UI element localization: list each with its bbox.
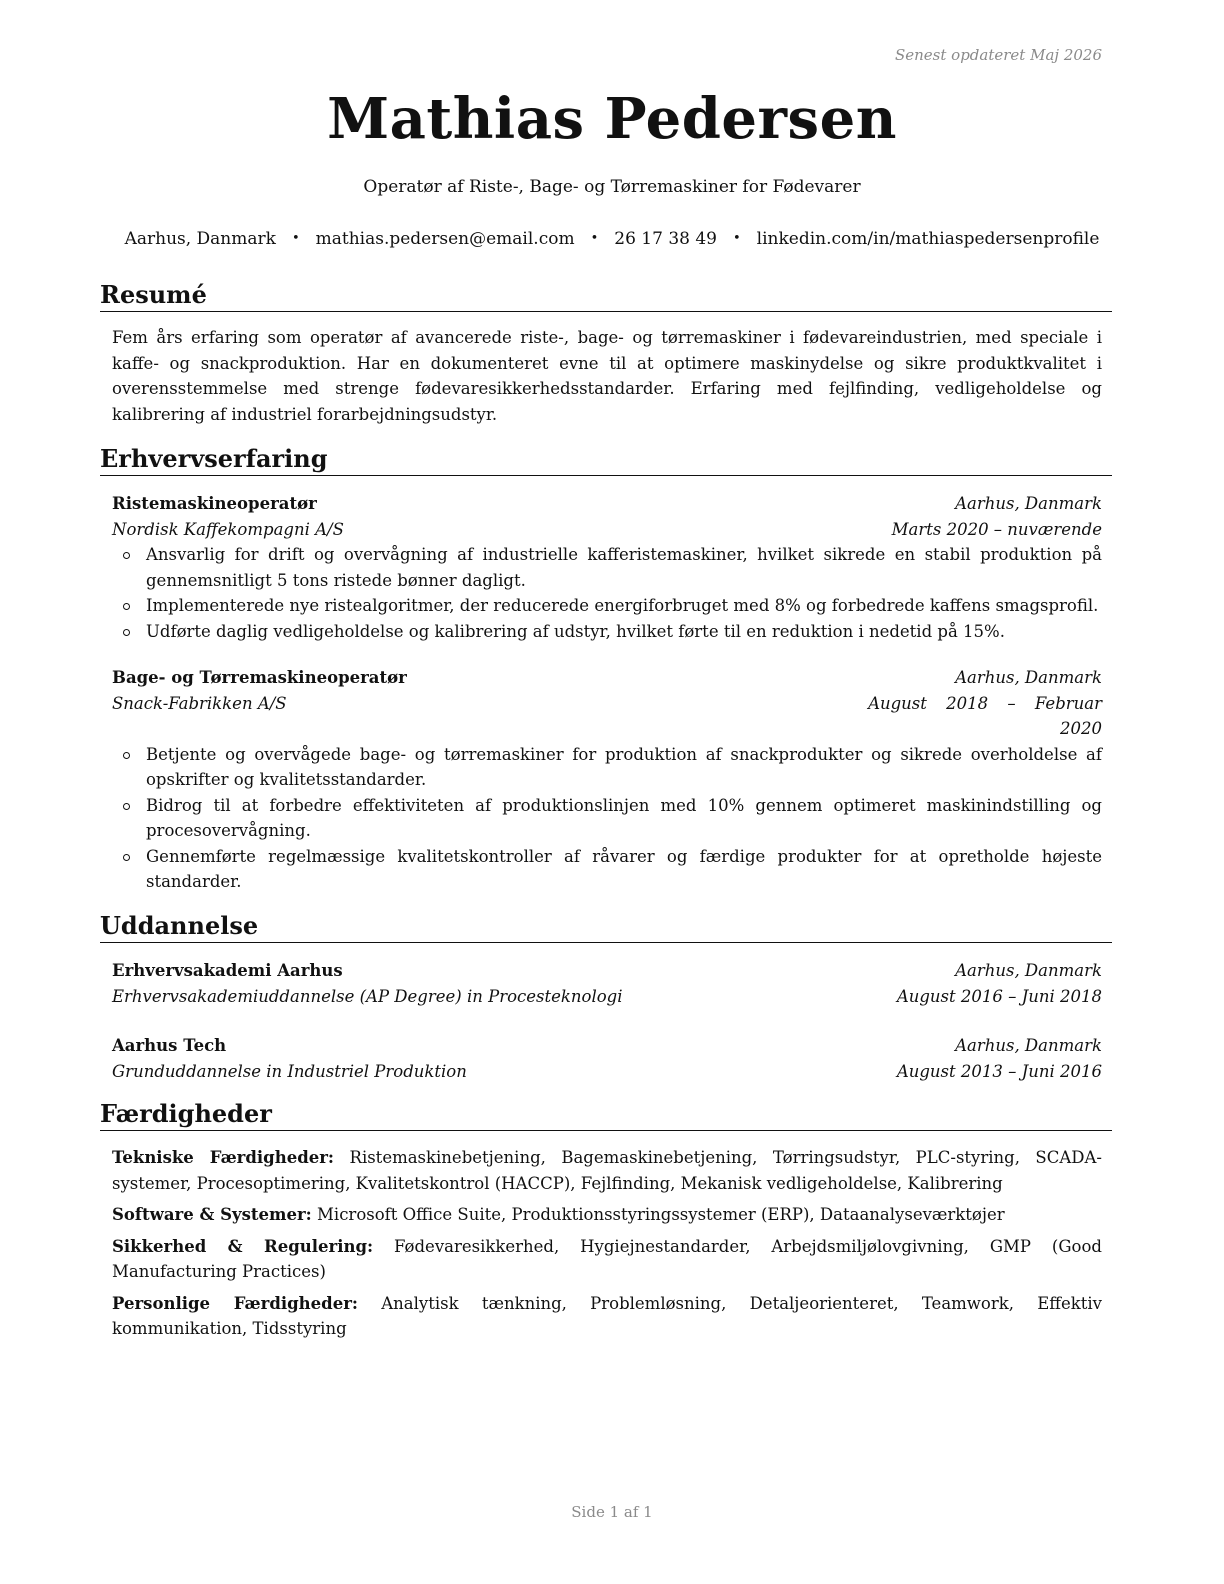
candidate-name: Mathias Pedersen [327,86,897,152]
degree-name: Erhvervsakademiuddannelse (AP Degree) in Procesteknologi [112,986,623,1006]
section-title-experience: Erhvervserfaring [100,444,1112,476]
job-dates-line2: 2020 [1060,719,1102,738]
school-location: Aarhus, Danmark [955,1036,1102,1055]
skill-group-text: Ristemaskinebetjening, Bagemaskinebetjening, Tørringsudstyr, PLC-styring, SCADA-systemer, Procesoptimering, Kvalitetskontrol (HACCP), Fejlfinding, Mekanisk vedligeholdelse, Kalibrering [112,1148,1102,1193]
education-entry [112,1033,1102,1084]
skill-group-label: Sikkerhed & Regulering: [112,1236,374,1256]
skill-group-label: Personlige Færdigheder: [112,1293,358,1313]
bullet-separator: • [733,231,741,246]
school-dates: August 2013 – Juni 2016 [896,1061,1102,1081]
skill-group-text: Fødevaresikkerhed, Hygiejnestandarder, Arbejdsmiljølovgivning, GMP (Good Manufacturing Practices) [112,1236,1102,1281]
candidate-headline: Operatør af Riste-, Bage- og Tørremaskiner for Fødevarer [363,177,861,197]
education-entry [112,958,1102,1009]
last-updated-note: Senest opdateret Maj 2026 [894,46,1102,64]
school-name: Erhvervsakademi Aarhus [112,961,343,980]
job-location: Aarhus, Danmark [955,494,1102,513]
experience-section [100,444,1112,895]
job-role: Ristemaskineoperatør [112,494,317,513]
job-bullets [112,542,1102,644]
job-dates: Marts 2020 – nuværende [891,519,1102,539]
contact-phone: 26 17 38 49 [614,229,717,249]
job-entry [112,665,1102,895]
job-company: Nordisk Kaffekompagni A/S [112,519,344,539]
skills-section [100,1099,1112,1348]
job-bullets [112,742,1102,895]
job-role: Bage- og Tørremaskineoperatør [112,668,407,687]
skill-group [112,1291,1102,1342]
skill-group-text: Microsoft Office Suite, Produktionsstyringssystemer (ERP), Dataanalyseværktøjer [317,1205,1005,1224]
skill-group [112,1202,1102,1228]
job-entry [112,491,1102,644]
page-number: Side 1 af 1 [571,1503,653,1521]
contact-line [0,229,1224,249]
school-location: Aarhus, Danmark [955,961,1102,980]
education-section [100,911,1112,1084]
section-title-skills: Færdigheder [100,1099,1112,1131]
list-item: Udførte daglig vedligeholdelse og kalibrering af udstyr, hvilket førte til en reduktion i nedetid på 15%. [146,619,1102,645]
skill-group-text: Analytisk tænkning, Problemløsning, Detaljeorienteret, Teamwork, Effektiv kommunikation, Tidsstyring [112,1293,1102,1338]
skill-group-label: Tekniske Færdigheder: [112,1148,335,1167]
job-dates [868,691,1102,742]
school-name: Aarhus Tech [112,1036,227,1055]
skill-group [112,1234,1102,1285]
job-company: Snack-Fabrikken A/S [112,693,287,713]
job-dates-line1: August 2018 – Februar [868,693,1102,713]
list-item: Bidrog til at forbedre effektiviteten af produktionslinjen med 10% gennem optimeret maskinindstilling og procesovervågning. [146,793,1102,844]
list-item: Gennemførte regelmæssige kvalitetskontroller af råvarer og færdige produkter for at opretholde højeste standarder. [146,844,1102,895]
summary-section [100,280,1112,427]
list-item: Implementerede nye ristealgoritmer, der reducerede energiforbruget med 8% og forbedrede kaffens smagsprofil. [146,593,1102,619]
contact-location: Aarhus, Danmark [124,229,276,249]
school-dates: August 2016 – Juni 2018 [896,986,1102,1006]
job-location: Aarhus, Danmark [955,668,1102,687]
list-item: Betjente og overvågede bage- og tørremaskiner for produktion af snackprodukter og sikrede overholdelse af opskrifter og kvalitetsstandarder. [146,742,1102,793]
section-title-summary: Resumé [100,280,1112,312]
bullet-separator: • [590,231,599,246]
degree-name: Grunduddannelse in Industriel Produktion [112,1061,467,1081]
contact-linkedin-link[interactable]: linkedin.com/in/mathiaspedersenprofile [756,229,1100,249]
section-title-education: Uddannelse [100,911,1112,943]
skill-group [112,1145,1102,1196]
bullet-separator: • [291,231,300,246]
list-item: Ansvarlig for drift og overvågning af industrielle kafferistemaskiner, hvilket sikrede en stabil produktion på gennemsnitligt 5 tons ristede bønner dagligt. [146,542,1102,593]
contact-email-link[interactable]: mathias.pedersen@email.com [315,229,575,249]
skill-group-label: Software & Systemer: [112,1205,312,1224]
summary-text: Fem års erfaring som operatør af avancerede riste-, bage- og tørremaskiner i fødevareindustrien, med speciale i kaffe- og snackproduktion. Har en dokumenteret evne til at optimere maskinydelse og sikre produktkvalitet i overensstemmelse med strenge fødevaresikkerhedsstandarder. Erfaring med fejlfinding, vedligeholdelse og kalibrering af industriel forarbejdningsudstyr. [112,328,1102,424]
